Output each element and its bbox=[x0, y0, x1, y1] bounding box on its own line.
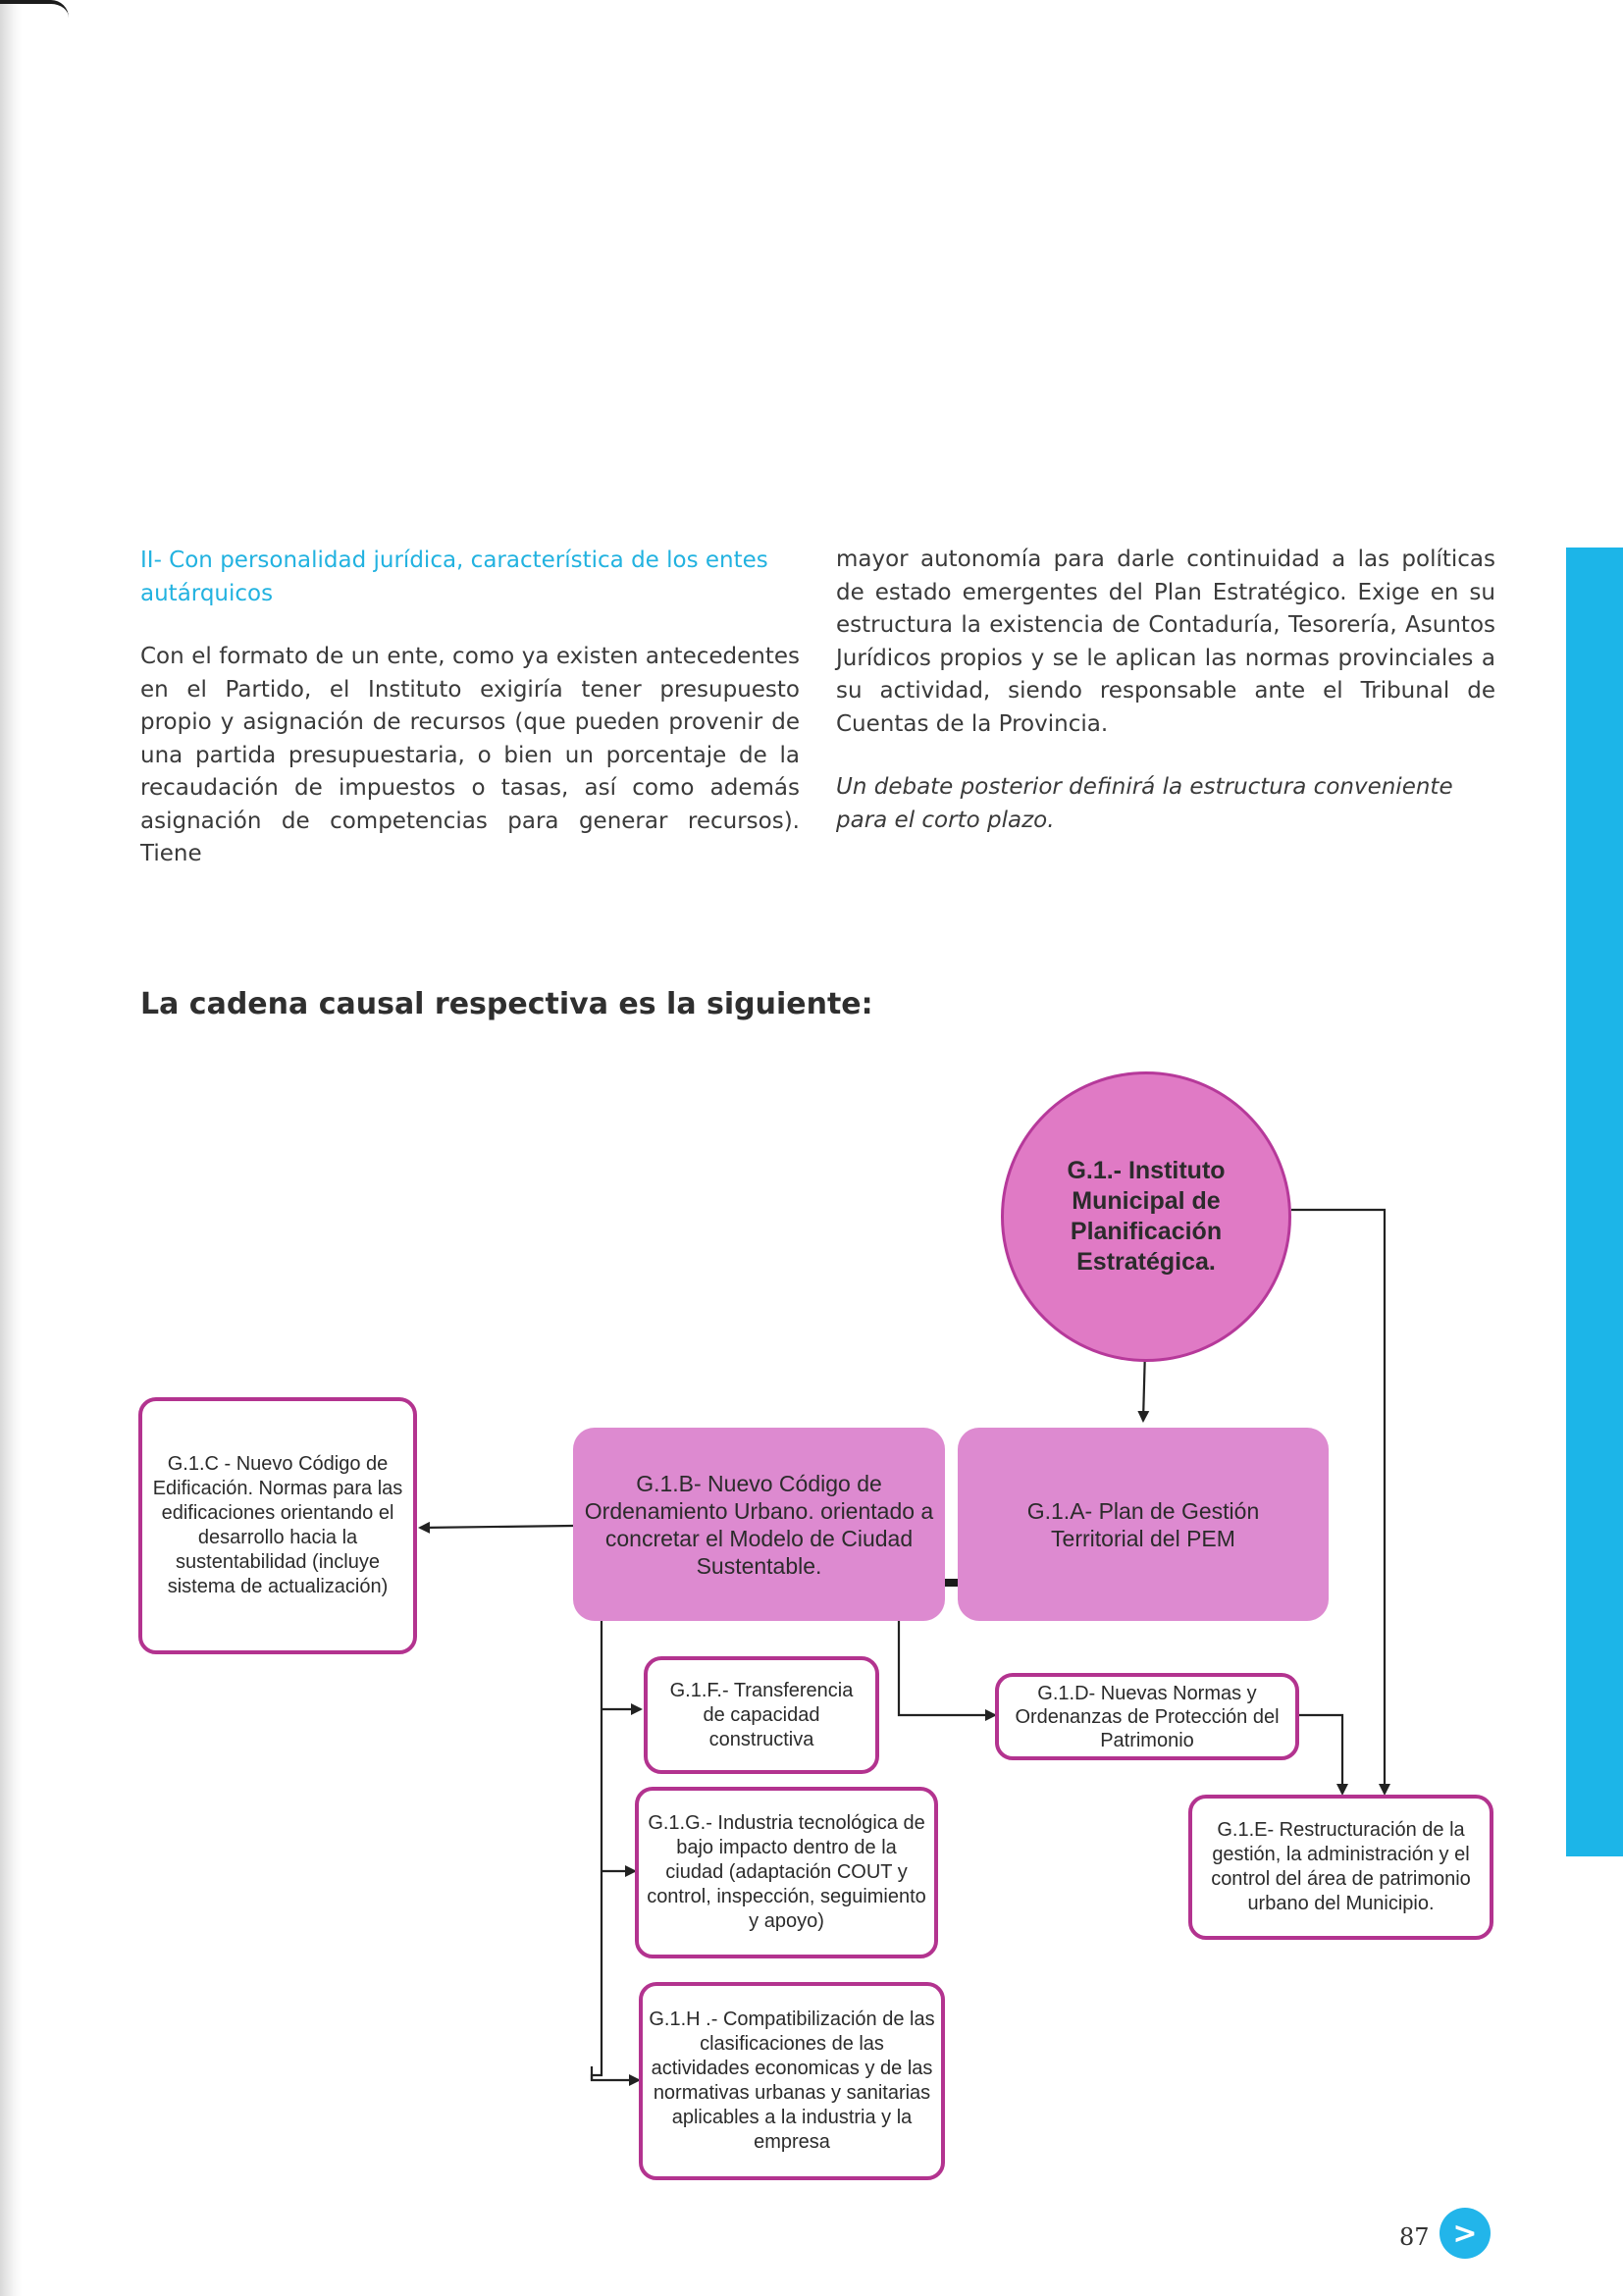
g1a-label: G.1.A- Plan de Gestión Territorial del PEM bbox=[1026, 1497, 1260, 1551]
g1g-label: G.1.G.- Industria tecnológica de bajo impacto dentro de la ciudad (adaptación COUT y control, inspección, seguimiento y apoyo) bbox=[647, 1812, 926, 1932]
g1g-box bbox=[635, 1787, 938, 1958]
causal-chain-title: La cadena causal respectiva es la siguiente: bbox=[140, 987, 873, 1021]
chapter-side-tab bbox=[1566, 548, 1623, 1856]
g1h-box bbox=[639, 1982, 945, 2180]
right-column-paragraph: mayor autonomía para darle continuidad a las políticas de estado emergentes del Plan Estratégico. Exige en su estructura la existencia de Contaduría, Tesorería, Asuntos Jurídicos propios y se le aplican las normas provinciales a su actividad, siendo responsable ante el Tribunal de Cuentas de la Provincia. bbox=[836, 547, 1495, 737]
g1e-label: G.1.E- Restructuración de la gestión, la administración y el control del área de patrimonio urbano del Municipio. bbox=[1211, 1819, 1471, 1914]
page-binding-shadow bbox=[0, 0, 22, 2296]
arrow-g1b-to-g1c bbox=[420, 1526, 573, 1528]
g1d-box bbox=[995, 1673, 1299, 1760]
g1b-label: G.1.B- Nuevo Código de Ordenamiento Urbano. orientado a concretar el Modelo de Ciudad Sustentable. bbox=[584, 1470, 934, 1579]
g1-label: G.1.- Instituto Municipal de Planificación Estratégica. bbox=[1067, 1157, 1226, 1276]
g1c-box bbox=[138, 1397, 417, 1654]
g1f-label: G.1.F.- Transferencia de capacidad constructiva bbox=[669, 1679, 854, 1750]
g1a-box bbox=[958, 1428, 1329, 1621]
next-page-icon[interactable]: > bbox=[1440, 2208, 1491, 2259]
trunk-line bbox=[592, 1621, 602, 2080]
arrow-g1d-to-g1e bbox=[1299, 1715, 1342, 1794]
g1f-box bbox=[644, 1656, 879, 1774]
left-column-paragraph: Con el formato de un ente, como ya existen antecedentes en el Partido, el Instituto exigiría tener presupuesto propio y asignación de recursos (que pueden provenir de una partida presupuestaria, o bien un porcentaje de la recaudación de impuestos o tasas, así como además asignación de competencias para generar recursos). Tiene bbox=[140, 644, 800, 866]
g1d-label: G.1.D- Nuevas Normas y Ordenanzas de Protección del Patrimonio bbox=[1015, 1682, 1280, 1751]
arrow-to-g1h bbox=[592, 2066, 639, 2080]
page-number: 87 bbox=[1399, 2223, 1430, 2251]
g1c-label: G.1.C - Nuevo Código de Edificación. Normas para las edificaciones orientando el desarrollo hacia la sustentabilidad (incluye sistema de actualización) bbox=[152, 1453, 403, 1597]
g1b-box bbox=[573, 1428, 945, 1621]
italic-note: Un debate posterior definirá la estructura conveniente para el corto plazo. bbox=[836, 774, 1453, 833]
g1-institute-circle bbox=[1001, 1071, 1291, 1362]
g1h-label: G.1.H .- Compatibilización de las clasificaciones de las actividades economicas y de las normativas urbanas y sanitarias aplicables a la industria y la empresa bbox=[649, 2009, 935, 2153]
g1e-box bbox=[1188, 1795, 1493, 1940]
page-corner-curl bbox=[0, 0, 69, 18]
arrow-g1b-to-g1d bbox=[899, 1621, 995, 1715]
section-heading: II- Con personalidad jurídica, característica de los entes autárquicos bbox=[140, 548, 768, 606]
